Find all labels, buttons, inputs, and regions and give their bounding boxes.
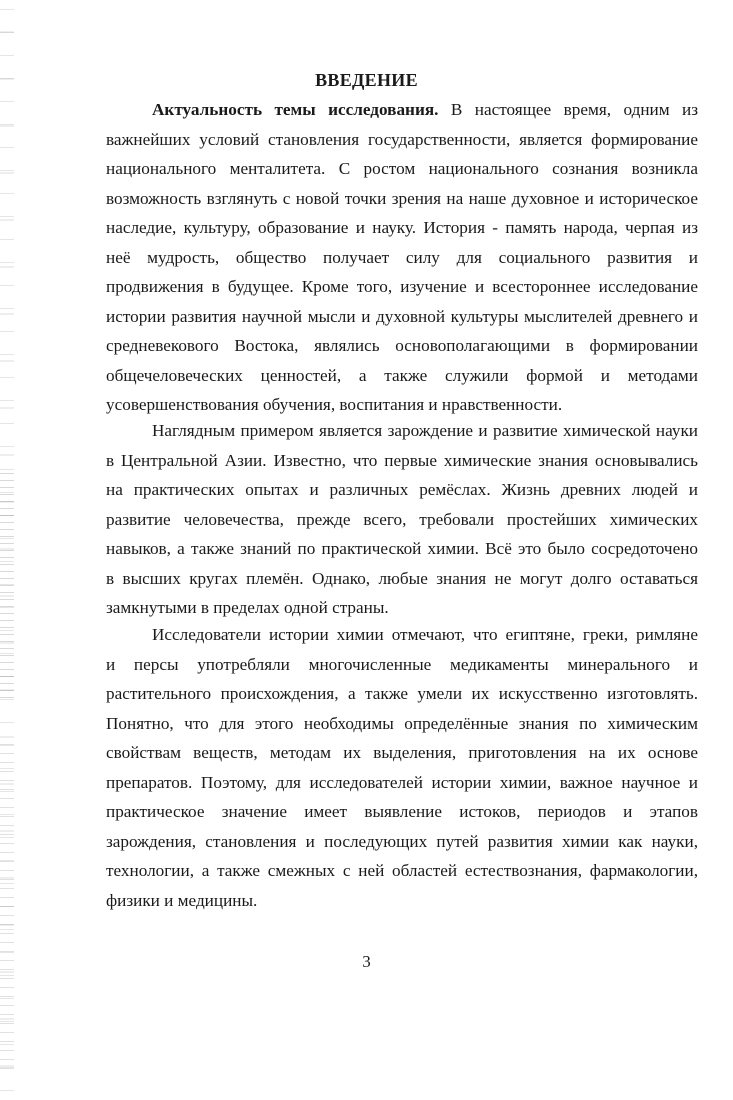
paragraph-line: в высших кругах племён. Однако, любые знания не могут долго оставаться <box>106 568 698 588</box>
scan-edge-artifact-dense <box>0 470 14 700</box>
section-heading: ВВЕДЕНИЕ <box>315 70 418 90</box>
paragraph-line: замкнутыми в пределах одной страны. <box>106 598 389 617</box>
paragraph-line <box>106 95 698 125</box>
paragraph-line: и персы употребляли многочисленные медикаменты минерального и <box>106 654 698 674</box>
paragraph-line: наследие, культуру, образование и науку. История - память народа, черпая из <box>106 218 698 237</box>
paragraph-line: важнейших условий становления государственности, является формирование <box>106 129 698 149</box>
lead-phrase: Актуальность темы исследования. <box>152 100 439 119</box>
paragraph-line: физики и медицины. <box>106 890 258 910</box>
paragraph-line: неё мудрость, общество получает силу для социального развития и <box>106 247 698 267</box>
paragraph-line: Понятно, что для этого необходимы определённые знания по химическим <box>106 713 698 733</box>
paragraph-line: зарождения, становления и последующих путей развития химии как науки, <box>106 831 698 851</box>
paragraph-line: технологии, а также смежных с ней областей естествознания, фармакологии, <box>106 861 698 880</box>
paragraph-relevance <box>106 95 698 420</box>
paragraph-line: возможность взглянуть с новой точки зрения на наше духовное и историческое <box>106 188 698 208</box>
paragraph-line: растительного происхождения, а также умели их искусственно изготовлять. <box>106 684 698 703</box>
paragraph-line: Исследователи истории химии отмечают, что египтяне, греки, римляне <box>152 625 698 644</box>
paragraph-line: свойствам веществ, методам их выделения, приготовления на их основе <box>106 743 698 762</box>
paragraph-line: национального менталитета. С ростом национального сознания возникла <box>106 159 698 178</box>
paragraph-line: в Центральной Азии. Известно, что первые химические знания основывались <box>106 450 698 470</box>
paragraph-line: препаратов. Поэтому, для исследователей истории химии, важное научное и <box>106 772 698 792</box>
scan-edge-artifact-dense-lower <box>0 740 14 1070</box>
paragraph-line: Наглядным примером является зарождение и развитие химической науки <box>152 421 698 440</box>
paragraph-example <box>106 416 698 623</box>
paragraph-researchers <box>106 620 698 915</box>
lead-line-rest: В настоящее время, одним из <box>450 100 698 119</box>
paragraph-line: средневекового Востока, являлись основополагающими в формировании <box>106 336 698 355</box>
paragraph-line: продвижения в будущее. Кроме того, изучение и всестороннее исследование <box>106 277 698 296</box>
paragraph-line: усовершенствования обучения, воспитания и нравственности. <box>106 395 563 414</box>
paragraph-line: общечеловеческих ценностей, а также служили формой и методами <box>106 365 698 385</box>
page-number: 3 <box>362 952 371 971</box>
paragraph-line: на практических опытах и различных ремёслах. Жизнь древних людей и <box>106 480 698 499</box>
paragraph-line: практическое значение имеет выявление истоков, периодов и этапов <box>106 802 698 821</box>
paragraph-line: навыков, а также знаний по практической химии. Всё это было сосредоточено <box>106 539 698 558</box>
paragraph-line: развитие человечества, прежде всего, требовали простейших химических <box>106 509 698 529</box>
paragraph-line: истории развития научной мысли и духовной культуры мыслителей древнего и <box>106 306 698 326</box>
